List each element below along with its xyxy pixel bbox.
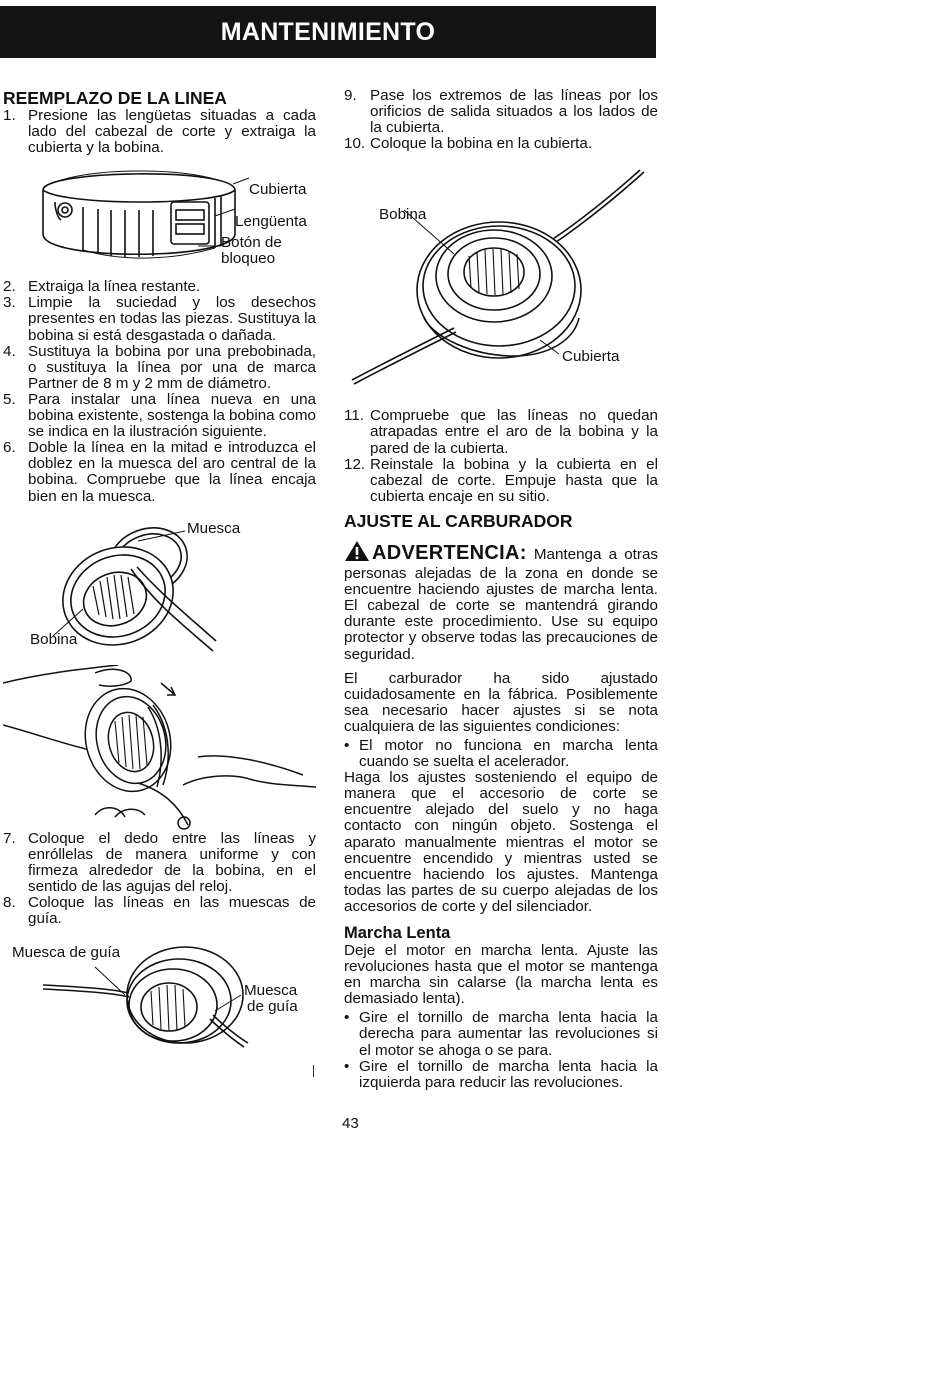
steps-list-9-10 (344, 88, 658, 152)
step-item (3, 440, 316, 504)
step-text: Compruebe que las líneas no quedan atrapadas entre el aro de la bobina y la pared de la cubierta. (370, 407, 658, 457)
spool-in-cover-illustration (344, 168, 658, 408)
warning-text: Mantenga a otras personas alejadas de la zona en donde se encuentre haciendo ajustes de marcha lenta. El cabezal de corte se mantendrá girando durante este procedimiento. Use su equipo protector y observe todas las precauciones de seguridad. (344, 545, 658, 663)
page-number: 43 (342, 1115, 359, 1132)
label-boton-de-bloqueo: Botón de (221, 234, 282, 252)
step-number: 4. (3, 342, 16, 360)
warning-triangle-icon (344, 540, 370, 566)
section-title-idle: Marcha Lenta (344, 924, 451, 942)
step-number: 10. (344, 135, 366, 153)
step-text: Presione las lengüetas situadas a cada lado del cabezal de corte y extraiga la cubierta y la bobina. (28, 107, 316, 157)
step-text: Reinstale la bobina y la cubierta en el cabezal de corte. Empuje hasta que la cubierta encaje en su sitio. (370, 455, 658, 505)
step-number: 12. (344, 455, 366, 473)
label-muesca: Muesca (187, 519, 241, 537)
step-text: Limpie la suciedad y los desechos presentes en todas las piezas. Sustituya la bobina si está desgastada o dañada. (28, 294, 316, 344)
step-number: 6. (3, 439, 16, 457)
decorative-tick-mark (313, 1065, 314, 1077)
carburetor-conditions-list (344, 738, 658, 770)
list-item-text: Gire el tornillo de marcha lenta hacia la derecha para aumentar las revoluciones si el motor se ahoga o se para. (359, 1009, 658, 1059)
label-muesca-right: Muesca (244, 982, 298, 1000)
steps-list-7-8 (3, 831, 316, 928)
label-lenguenta: Lengüenta (235, 213, 307, 231)
label-bloqueo: bloqueo (221, 250, 276, 268)
step-item (3, 831, 316, 895)
figure-spool-notch (3, 511, 316, 659)
step-number: 2. (3, 278, 16, 296)
step-item (344, 88, 658, 136)
step-number: 7. (3, 829, 16, 847)
warning-paragraph (344, 540, 658, 663)
list-item (344, 738, 658, 770)
bullet-icon: • (344, 1009, 350, 1027)
step-item (3, 895, 316, 927)
step-item (344, 136, 658, 152)
step-item (3, 108, 316, 156)
step-item (344, 457, 658, 505)
steps-list-1 (3, 108, 316, 156)
bullet-icon: • (344, 1057, 350, 1075)
step-text: Para instalar una línea nueva en una bobina existente, sostenga la bobina como se indica en la ilustración siguiente. (28, 390, 316, 441)
page-header-banner (0, 6, 656, 58)
label-cubierta: Cubierta (249, 181, 307, 199)
step-text: Coloque las líneas en las muescas de guía. (28, 893, 316, 928)
carburetor-paragraph-1: El carburador ha sido ajustado cuidadosamente en la fábrica. Posiblemente sea necesario hacer ajustes si se nota cualquiera de las siguientes condiciones: (344, 669, 658, 735)
warning-title: ADVERTENCIA: (372, 541, 527, 564)
left-column (3, 88, 316, 1053)
label-bobina-right: Bobina (379, 206, 427, 224)
step-number: 8. (3, 893, 16, 911)
step-number: 5. (3, 390, 16, 408)
steps-list-2-6 (3, 279, 316, 504)
label-bobina: Bobina (30, 630, 78, 648)
step-item (3, 392, 316, 440)
label-de-guia-right: de guía (247, 998, 298, 1016)
step-item (3, 295, 316, 343)
list-item (344, 1010, 658, 1058)
list-item-text: El motor no funciona en marcha lenta cuando se suelta el acelerador. (359, 736, 658, 771)
idle-instructions-list (344, 1010, 658, 1090)
label-muesca-de-guia-left: Muesca de guía (12, 944, 121, 962)
section-title-carburetor: AJUSTE AL CARBURADOR (344, 510, 573, 531)
figure-guide-notches (3, 945, 316, 1053)
step-number: 11. (344, 407, 364, 425)
label-cubierta-right: Cubierta (562, 348, 620, 366)
step-text: Coloque la bobina en la cubierta. (370, 135, 593, 153)
step-item (3, 344, 316, 392)
step-text: Pase los extremos de las líneas por los orificios de salida situados a los lados de la cubierta. (370, 87, 658, 137)
hand-winding-illustration (3, 665, 316, 831)
step-text: Sustituya la bobina por una prebobinada, o sustituya la línea por una de marca Partner de 8 m y 2 mm de diámetro. (28, 342, 316, 392)
step-text: Coloque el dedo entre las líneas y enróllelas de manera uniforme y con firmeza alrededor de la bobina, en el sentido de las agujas del reloj. (28, 829, 316, 895)
figure-hand-winding (3, 665, 316, 831)
step-text: Doble la línea en la mitad e introduzca el doblez en la muesca del aro central de la bobina. Compruebe que la línea encaja bien en la muesca. (28, 439, 316, 505)
step-item (344, 408, 658, 456)
steps-list-11-12 (344, 408, 658, 505)
idle-paragraph: Deje el motor en marcha lenta. Ajuste las revoluciones hasta que el motor se mantenga en marcha sin calarse (la marcha lenta es demasiado lenta). (344, 942, 658, 1008)
section-title-line-replacement: REEMPLAZO DE LA LINEA (3, 88, 227, 108)
step-text: Extraiga la línea restante. (28, 278, 201, 296)
page-title: MANTENIMIENTO (220, 17, 436, 46)
bullet-icon: • (344, 736, 350, 754)
carburetor-paragraph-2: Haga los ajustes sosteniendo el equipo de manera que el accesorio de corte se encuentre alejado del suelo y no haga contacto con ningún objeto. Sostenga el aparato manualmente mientras el motor se encuentre encendido y mientras usted se encuentre haciendo los ajustes. Mantenga todas las partes de su cuerpo alejadas de los accesorios de corte y del silenciador. (344, 769, 658, 915)
figure-spool-in-cover (344, 168, 658, 408)
list-item-text: Gire el tornillo de marcha lenta hacia la izquierda para reducir las revoluciones. (359, 1057, 658, 1091)
right-column (344, 88, 658, 1091)
step-item (3, 279, 316, 295)
figure-cutting-head (3, 162, 316, 279)
step-number: 1. (3, 107, 16, 124)
step-number: 9. (344, 87, 357, 104)
list-item (344, 1059, 658, 1091)
step-number: 3. (3, 294, 16, 312)
